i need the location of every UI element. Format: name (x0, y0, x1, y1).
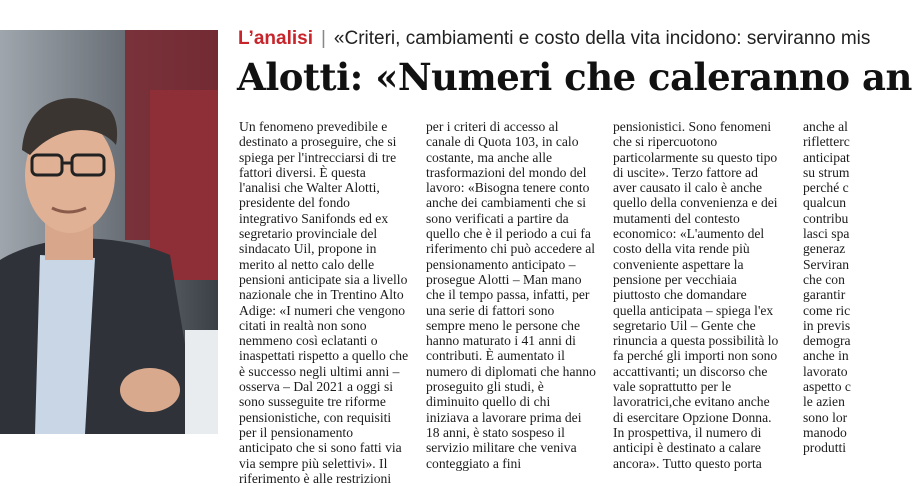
column-line: aspetto c (803, 379, 851, 395)
column-line: perché c (803, 180, 849, 196)
column-line: in previs (803, 317, 851, 333)
section-kicker: L’analisi (238, 28, 313, 49)
column-line: generaz (803, 241, 846, 257)
article-column-1 (239, 119, 409, 486)
article-photo (0, 30, 218, 434)
column-line: demogra (803, 333, 851, 349)
column-line: garantir (803, 287, 846, 303)
column-line: le azien (803, 394, 845, 410)
article-kicker-row (238, 26, 871, 52)
column-line: contribu (803, 210, 849, 226)
kicker-separator: | (320, 28, 326, 49)
column-text: pensionistici. Sono fenomeni che si ripercuotono particolarmente su questo tipo di uscite». Terzo fattore ad aver causato il calo è anche quello della convenienza e dei mutamenti del contesto economico: «L'aumento del costo della vita rende più conveniente aspettare la pensione per vecchiaia piuttosto che domandare quella anticipata – spiega l'ex segretario Uil – Gente che rinuncia a questa possibilità lo fa perché gli importi non sono accattivanti; un discorso che vale soprattutto per le lavoratrici,che evitano anche di esercitare Opzione Donna. In prospettiva, il numero di anticipi è destinato a calare ancora». Tutto questo porta (613, 119, 779, 471)
article-column-2 (426, 119, 596, 471)
article-column-4 (803, 119, 863, 456)
column-line: lasci spa (803, 226, 850, 242)
column-line: produtti (803, 440, 847, 456)
article-subheadline: «Criteri, cambiamenti e costo della vita incidono: serviranno mis (333, 28, 871, 49)
column-line: sono lor (803, 409, 848, 425)
portrait-illustration (0, 30, 218, 434)
column-line: su strum (803, 164, 850, 180)
column-text: per i criteri di accesso al canale di Quota 103, in calo costante, ma anche alle trasformazioni del mondo del lavoro: «Bisogna tenere conto anche dei cambiamenti che si sono verificati a partire da quello che è il periodo a cui fa riferimento chi può accedere al pensionamento anticipato – prosegue Alotti – Man mano che il tempo passa, infatti, per una serie di fattori sono sempre meno le persone che hanno maturato i 41 anni di contributi. È aumentato il numero di diplomati che hanno proseguito gli studi, è diminuito quello di chi iniziava a lavorare prima dei 18 anni, è stato sospeso il servizio militare che veniva conteggiato a fini (426, 119, 596, 471)
column-line: anche in (803, 348, 849, 364)
column-line: anticipat (803, 149, 850, 165)
column-line: qualcun (803, 195, 847, 211)
article-column-3 (613, 119, 783, 471)
article-headline: Alotti: «Numeri che caleranno an (237, 55, 912, 99)
column-line: lavorato (803, 363, 848, 379)
column-line: come ric (803, 302, 851, 318)
column-line: Serviran (803, 256, 850, 272)
column-line: manodo (803, 424, 847, 440)
column-text: Un fenomeno prevedibile e destinato a proseguire, che si spiega per l'intrecciarsi di tre fattori diversi. È questa l'analisi che Walter Alotti, presidente del fondo integrativo Sanifonds ed ex segretario provinciale del sindacato Uil, propone in merito al netto calo delle pensioni anticipate sia a livello nazionale che in Trentino Alto Adige: «I numeri che vengono citati in realtà non sono nemmeno così eclatanti o inaspettati rispetto a quello che è successo negli ultimi anni – osserva – Dal 2021 a oggi si sono susseguite tre riforme pensionistiche, con requisiti per il pensionamento anticipato che si sono fatti via via sempre più selettivi». Il riferimento è alle restrizioni (239, 119, 409, 486)
column-line: che con (803, 271, 845, 287)
column-line: rifletterc (803, 134, 850, 150)
column-line: anche al (803, 119, 848, 134)
